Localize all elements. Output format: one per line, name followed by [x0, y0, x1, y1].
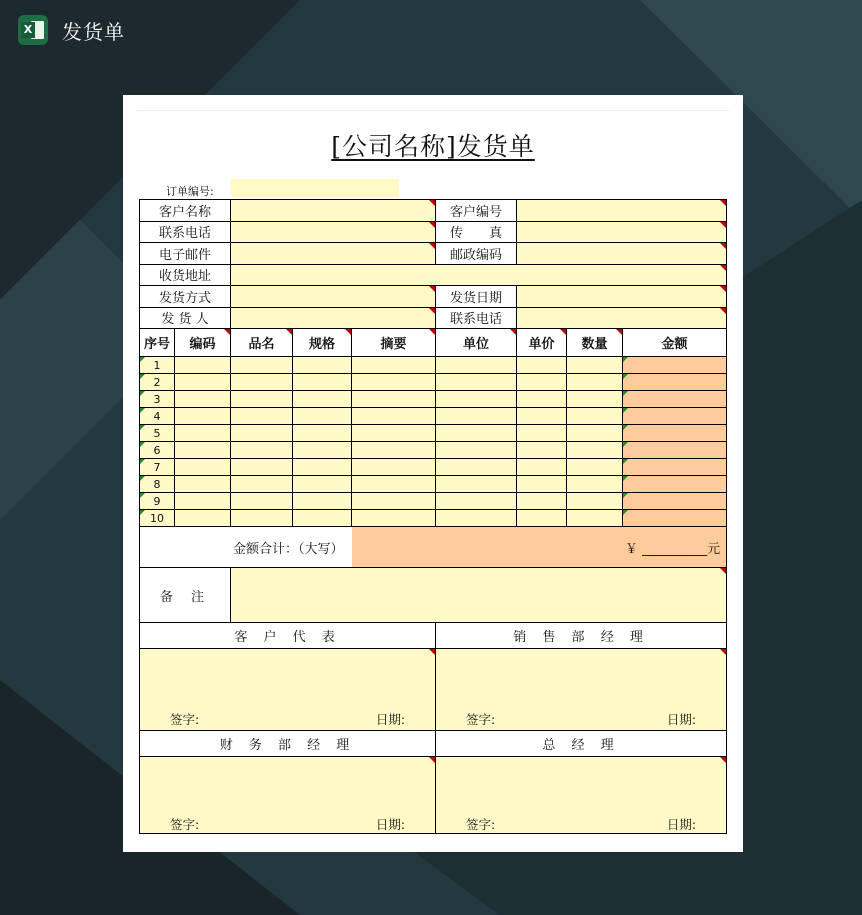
shipper-label: 发 货 人: [140, 307, 231, 329]
date-label: 日期:: [666, 712, 697, 727]
customer-rep-title: 客 户 代 表: [140, 623, 436, 649]
table-row: [140, 357, 727, 374]
sign-label: 签字:: [466, 712, 496, 727]
sales-manager-title: 销 售 部 经 理: [436, 623, 727, 649]
shipper-phone-field[interactable]: [517, 307, 727, 329]
table-cell[interactable]: [231, 510, 293, 527]
column-header: 规格: [293, 329, 352, 357]
table-row: [140, 493, 727, 510]
column-header: 品名: [231, 329, 293, 357]
table-cell[interactable]: [352, 493, 436, 510]
table-cell[interactable]: [231, 374, 293, 391]
table-cell[interactable]: [517, 374, 567, 391]
sign-label: 签字:: [170, 817, 200, 832]
general-manager-signature-box[interactable]: [436, 757, 727, 834]
remark-label: 备注: [140, 568, 231, 623]
table-cell[interactable]: [293, 442, 352, 459]
amount-cell[interactable]: [623, 442, 727, 459]
phone-label: 联系电话: [140, 221, 231, 243]
delivery-table: [139, 199, 726, 834]
table-cell[interactable]: [567, 510, 623, 527]
table-cell[interactable]: [175, 408, 231, 425]
column-header: 单价: [517, 329, 567, 357]
order-number-label: 订单编号:: [166, 185, 214, 198]
shipper-phone-label: 联系电话: [436, 307, 517, 329]
table-row: [140, 476, 727, 493]
table-cell[interactable]: [293, 357, 352, 374]
table-cell[interactable]: [352, 510, 436, 527]
table-row: [140, 442, 727, 459]
amount-cell[interactable]: [623, 510, 727, 527]
table-row: [140, 459, 727, 476]
ship-date-field[interactable]: [517, 286, 727, 308]
table-cell[interactable]: [436, 425, 517, 442]
general-manager-title: 总 经 理: [436, 731, 727, 757]
table-cell[interactable]: [352, 442, 436, 459]
row-number: 1: [140, 357, 175, 374]
email-field[interactable]: [231, 243, 436, 265]
table-cell[interactable]: [567, 459, 623, 476]
table-cell[interactable]: [352, 357, 436, 374]
table-cell[interactable]: [175, 459, 231, 476]
table-cell[interactable]: [293, 391, 352, 408]
table-cell[interactable]: [231, 357, 293, 374]
amount-cell[interactable]: [623, 476, 727, 493]
table-cell[interactable]: [352, 476, 436, 493]
row-number: 3: [140, 391, 175, 408]
amount-cell[interactable]: [623, 357, 727, 374]
table-cell[interactable]: [517, 425, 567, 442]
shipping-method-label: 发货方式: [140, 286, 231, 308]
table-cell[interactable]: [436, 510, 517, 527]
row-number: 8: [140, 476, 175, 493]
sign-label: 签字:: [170, 712, 200, 727]
table-cell[interactable]: [293, 459, 352, 476]
order-number-field[interactable]: [231, 179, 399, 197]
customer-id-label: 客户编号: [436, 200, 517, 222]
row-number: 4: [140, 408, 175, 425]
table-cell[interactable]: [293, 493, 352, 510]
table-cell[interactable]: [293, 476, 352, 493]
table-cell[interactable]: [436, 357, 517, 374]
row-number: 10: [140, 510, 175, 527]
address-label: 收货地址: [140, 264, 231, 286]
table-cell[interactable]: [231, 408, 293, 425]
amount-cell[interactable]: [623, 493, 727, 510]
fax-label: 传 真: [436, 221, 517, 243]
table-row: [140, 391, 727, 408]
table-cell[interactable]: [436, 374, 517, 391]
title-bar: [0, 0, 862, 60]
table-row: [140, 510, 727, 527]
table-cell[interactable]: [293, 408, 352, 425]
table-cell[interactable]: [175, 425, 231, 442]
postcode-field[interactable]: [517, 243, 727, 265]
document-title: [公司名称]发货单: [331, 132, 535, 161]
table-cell[interactable]: [352, 374, 436, 391]
app-title: 发货单: [62, 19, 125, 44]
total-amount-field[interactable]: ￥ __________元: [352, 527, 727, 568]
customer-name-field[interactable]: [231, 200, 436, 222]
finance-manager-title: 财 务 部 经 理: [140, 731, 436, 757]
table-cell[interactable]: [567, 357, 623, 374]
table-cell[interactable]: [517, 476, 567, 493]
table-cell[interactable]: [231, 476, 293, 493]
spreadsheet-page: [123, 95, 743, 852]
row-number: 6: [140, 442, 175, 459]
table-cell[interactable]: [567, 476, 623, 493]
table-cell[interactable]: [352, 459, 436, 476]
table-cell[interactable]: [567, 425, 623, 442]
total-label: 金额合计：（大写）: [140, 527, 352, 568]
email-label: 电子邮件: [140, 243, 231, 265]
table-cell[interactable]: [517, 510, 567, 527]
table-cell[interactable]: [517, 408, 567, 425]
finance-manager-signature-box[interactable]: [140, 757, 436, 834]
ship-date-label: 发货日期: [436, 286, 517, 308]
table-cell[interactable]: [567, 374, 623, 391]
table-cell[interactable]: [567, 391, 623, 408]
table-cell[interactable]: [352, 391, 436, 408]
amount-cell[interactable]: [623, 408, 727, 425]
address-field[interactable]: [231, 264, 727, 286]
table-cell[interactable]: [231, 425, 293, 442]
date-label: 日期:: [375, 817, 406, 832]
fax-field[interactable]: [517, 221, 727, 243]
table-cell[interactable]: [517, 459, 567, 476]
table-cell[interactable]: [231, 442, 293, 459]
amount-cell[interactable]: [623, 425, 727, 442]
table-cell[interactable]: [293, 374, 352, 391]
table-cell[interactable]: [517, 493, 567, 510]
table-cell[interactable]: [352, 425, 436, 442]
table-row: [140, 374, 727, 391]
row-number: 2: [140, 374, 175, 391]
shipper-field[interactable]: [231, 307, 436, 329]
table-cell[interactable]: [436, 391, 517, 408]
remark-field[interactable]: [231, 568, 727, 623]
table-cell[interactable]: [567, 408, 623, 425]
column-header: 金额: [623, 329, 727, 357]
table-cell[interactable]: [517, 357, 567, 374]
table-cell[interactable]: [436, 442, 517, 459]
table-cell[interactable]: [175, 476, 231, 493]
sign-label: 签字:: [466, 817, 496, 832]
table-cell[interactable]: [567, 442, 623, 459]
postcode-label: 邮政编码: [436, 243, 517, 265]
row-number: 9: [140, 493, 175, 510]
table-row: [140, 408, 727, 425]
table-cell[interactable]: [293, 510, 352, 527]
date-label: 日期:: [666, 817, 697, 832]
row-number: 7: [140, 459, 175, 476]
column-header: 摘要: [352, 329, 436, 357]
row-number: 5: [140, 425, 175, 442]
sales-manager-signature-box[interactable]: [436, 649, 727, 731]
table-cell[interactable]: [293, 425, 352, 442]
column-header-row: [140, 329, 727, 357]
table-cell[interactable]: [436, 493, 517, 510]
date-label: 日期:: [375, 712, 406, 727]
table-cell[interactable]: [436, 476, 517, 493]
table-cell[interactable]: [352, 408, 436, 425]
table-row: [140, 425, 727, 442]
shipping-method-field[interactable]: [231, 286, 436, 308]
customer-id-field[interactable]: [517, 200, 727, 222]
column-header: 编码: [175, 329, 231, 357]
table-cell[interactable]: [175, 374, 231, 391]
table-cell[interactable]: [436, 408, 517, 425]
table-cell[interactable]: [517, 442, 567, 459]
table-cell[interactable]: [231, 493, 293, 510]
column-header: 序号: [140, 329, 175, 357]
table-cell[interactable]: [175, 357, 231, 374]
amount-cell[interactable]: [623, 391, 727, 408]
table-cell[interactable]: [175, 493, 231, 510]
table-cell[interactable]: [517, 391, 567, 408]
table-cell[interactable]: [231, 459, 293, 476]
column-header: 数量: [567, 329, 623, 357]
table-cell[interactable]: [567, 493, 623, 510]
divider: [137, 110, 729, 111]
table-cell[interactable]: [175, 510, 231, 527]
customer-rep-signature-box[interactable]: [140, 649, 436, 731]
customer-name-label: 客户名称: [140, 200, 231, 222]
column-header: 单位: [436, 329, 517, 357]
table-cell[interactable]: [175, 442, 231, 459]
table-cell[interactable]: [231, 391, 293, 408]
phone-field[interactable]: [231, 221, 436, 243]
table-cell[interactable]: [175, 391, 231, 408]
amount-cell[interactable]: [623, 374, 727, 391]
amount-cell[interactable]: [623, 459, 727, 476]
excel-icon: X: [18, 15, 48, 45]
table-cell[interactable]: [436, 459, 517, 476]
